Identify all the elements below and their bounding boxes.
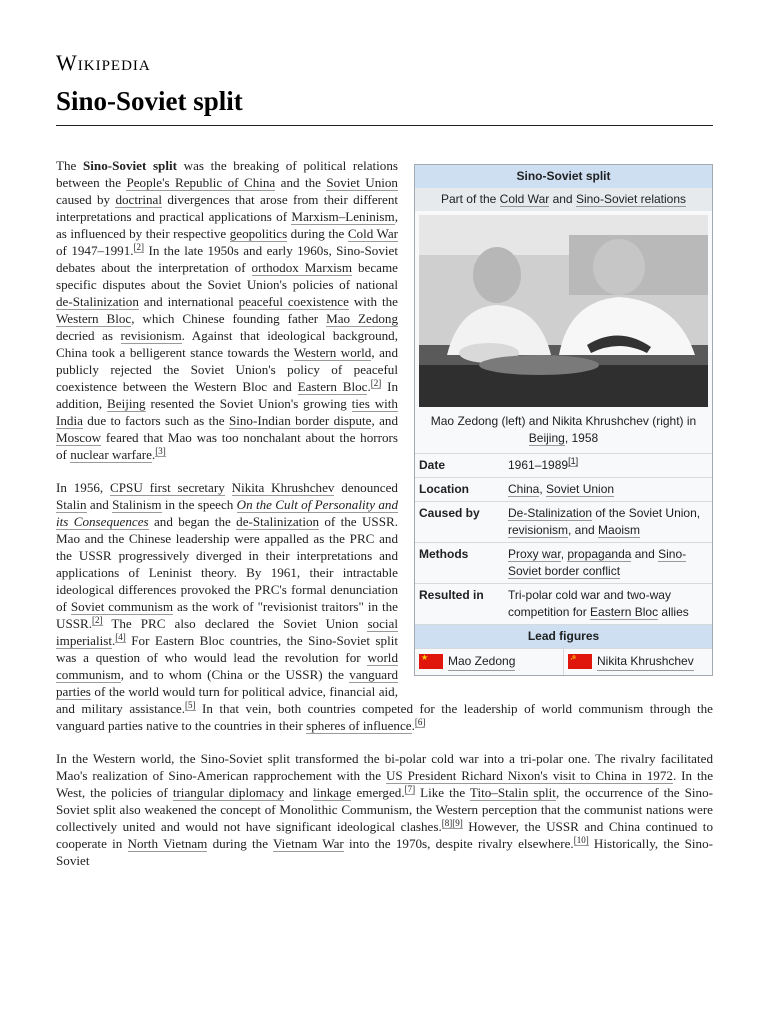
link-tito-stalin-split[interactable]: Tito–Stalin split (469, 785, 556, 800)
text: resented the Soviet Union's growing (145, 396, 352, 411)
link-maoism[interactable]: Maoism (598, 523, 641, 537)
date-value-cell (506, 457, 708, 474)
methods-value (506, 546, 708, 580)
text: became specific disputes about the Soviet Union's policies of national (56, 260, 398, 292)
text: and the (275, 175, 327, 190)
link-vanguard-parties[interactable]: vanguard parties (56, 667, 398, 699)
text: due to factors such as the (82, 413, 229, 428)
link-stalinism[interactable]: Stalinism (112, 497, 162, 512)
text: The PRC also declared the Soviet Union (102, 616, 368, 631)
text: Historically, the Sino-Soviet (56, 836, 713, 868)
ref-link[interactable]: [7] (404, 783, 416, 794)
photo-caption (415, 407, 712, 453)
text: and began the (148, 514, 237, 529)
text: In addition, (56, 379, 399, 411)
text: In that vein, both countries competed for the leadership of world communism through the vanguard parties native to the countries in their (56, 701, 713, 733)
link-beijing-caption[interactable]: Beijing (528, 431, 565, 445)
location-sep: , (539, 482, 547, 496)
link-revisionism[interactable]: revisionism (120, 328, 182, 343)
link-cold-war[interactable]: Cold War (499, 192, 550, 206)
link-cult-of-personality[interactable]: On the Cult of Personality and its Consequences (56, 497, 398, 529)
link-soviet-union[interactable]: Soviet Union (326, 175, 398, 190)
lead-figures-heading: Lead figures (415, 624, 712, 648)
text: , the occurrence of the Sino-Soviet split also weakened the concept of Monolithic Communism, the Western perception that the communist nations were collectively united and would not have significant ideological clashes. (56, 785, 713, 834)
link-linkage[interactable]: linkage (312, 785, 352, 800)
link-ties-with-india[interactable]: ties with India (56, 396, 398, 428)
resulted-label: Resulted in (419, 588, 484, 602)
text: was the breaking of political relations between the (56, 158, 398, 190)
text: as the work of "revisionist traitors" in the USSR. (56, 599, 398, 631)
text: of the world would turn for political advice, financial aid, and military assistance. (56, 684, 398, 716)
link-border-conflict[interactable]: Sino-Soviet border conflict (508, 547, 687, 578)
link-prc[interactable]: People's Republic of China (126, 175, 276, 190)
text: in the speech (161, 497, 237, 512)
link-mao-zedong-infobox[interactable]: Mao Zedong (448, 653, 515, 671)
location-label: Location (419, 482, 469, 496)
text: divergences that arose from their different interpretations and practical applications of (56, 192, 399, 224)
text: denounced (334, 480, 398, 495)
link-border-dispute[interactable]: Sino-Indian border dispute (228, 413, 372, 428)
methods-sep: , (560, 547, 568, 561)
text: . (411, 718, 415, 733)
text: during the (287, 226, 348, 241)
text: caused by (56, 192, 116, 207)
infobox (414, 164, 713, 676)
link-peaceful-coexistence[interactable]: peaceful coexistence (238, 294, 349, 309)
text: decried as (56, 328, 121, 343)
date-value: 1961–1989 (508, 458, 569, 472)
link-de-stalinization[interactable]: de-Stalinization (56, 294, 139, 309)
text: . (112, 633, 116, 648)
link-moscow[interactable]: Moscow (56, 430, 102, 445)
caused-label: Caused by (419, 506, 480, 520)
text: with the (348, 294, 398, 309)
text: . Against that ideological background, China took a belligerent stance towards the (56, 328, 398, 360)
text: , and publicly rejected the Soviet Union's policy of peaceful coexistence between the Western Bloc and (56, 345, 399, 394)
link-social-imperialist[interactable]: social imperialist (56, 616, 398, 648)
location-value (506, 481, 708, 498)
link-revisionism[interactable]: revisionism (508, 523, 569, 537)
title-divider (56, 125, 713, 126)
link-spheres-of-influence[interactable]: spheres of influence (306, 718, 412, 733)
link-mao-zedong[interactable]: Mao Zedong (326, 311, 399, 326)
infobox-subtitle (415, 188, 712, 211)
link-soviet-communism[interactable]: Soviet communism (70, 599, 174, 614)
link-eastern-bloc-infobox[interactable]: Eastern Bloc (590, 605, 659, 619)
link-cold-war[interactable]: Cold War (347, 226, 398, 241)
ref-link[interactable]: [8] (441, 817, 453, 828)
caused-value (506, 505, 708, 539)
text: feared that Mao was too nonchalant about the horrors of (56, 430, 398, 462)
ref-link[interactable]: [2] (133, 241, 145, 252)
resulted-value (506, 587, 708, 621)
link-triangular-diplomacy[interactable]: triangular diplomacy (172, 785, 284, 800)
link-de-stalinization[interactable]: de-Stalinization (236, 514, 320, 529)
link-orthodox-marxism[interactable]: orthodox Marxism (251, 260, 353, 275)
link-khrushchev-infobox[interactable]: Nikita Khrushchev (597, 653, 694, 671)
link-nikita-khrushchev[interactable]: Nikita Khrushchev (231, 480, 335, 495)
lead-figure-ussr (563, 649, 712, 675)
ref-link[interactable]: [6] (414, 716, 426, 727)
china-flag-icon: ★ (419, 654, 443, 669)
infobox-row-methods (415, 542, 712, 583)
lead-figure-china (415, 649, 563, 675)
link-propaganda[interactable]: propaganda (567, 547, 632, 561)
infobox-subtitle-prefix: Part of the (440, 192, 500, 206)
text: For Eastern Bloc countries, the Sino-Soviet split was a question of who would lead the revolution for (56, 633, 398, 665)
text: of 1947–1991. (56, 243, 134, 258)
link-nuclear-warfare[interactable]: nuclear warfare (70, 447, 152, 462)
link-sino-soviet-relations[interactable]: Sino-Soviet relations (575, 192, 687, 206)
infobox-row-resulted-in (415, 583, 712, 624)
text: . (367, 379, 371, 394)
infobox-subtitle-mid: and (549, 192, 576, 206)
ref-link[interactable]: [9] (452, 817, 463, 828)
paragraph-3 (56, 750, 713, 869)
text: However, the USSR and China continued to cooperate in (56, 819, 713, 851)
methods-label: Methods (419, 547, 469, 561)
link-stalin[interactable]: Stalin (56, 497, 87, 512)
text: during the (207, 836, 274, 851)
date-label: Date (419, 458, 446, 472)
text: emerged. (351, 785, 405, 800)
link-eastern-bloc[interactable]: Eastern Bloc (297, 379, 368, 394)
caption-year: , 1958 (564, 431, 599, 445)
text: and (86, 497, 113, 512)
ref-link[interactable]: [3] (155, 445, 166, 456)
bold-term: Sino-Soviet split (83, 158, 177, 173)
lead-figures (415, 648, 712, 675)
ref-link[interactable]: [2] (92, 614, 103, 625)
infobox-row-caused-by (415, 501, 712, 542)
link-doctrinal[interactable]: doctrinal (115, 192, 162, 207)
link-north-vietnam[interactable]: North Vietnam (127, 836, 208, 851)
article-body (56, 157, 713, 885)
link-proxy-war[interactable]: Proxy war (508, 547, 561, 561)
methods-and: and (631, 547, 659, 561)
text: , as influenced by their respective (56, 209, 398, 241)
text: In the Western world, the Sino-Soviet split transformed the bi-polar cold war into a tri-polar one. The rivalry facilitated Mao's realization of Sino-American rapprochement with the (56, 751, 713, 783)
text: The (56, 158, 84, 173)
ref-1[interactable]: [1] (568, 456, 579, 466)
link-western-world[interactable]: Western world (293, 345, 372, 360)
infobox-title: Sino-Soviet split (415, 165, 712, 188)
link-vietnam-war[interactable]: Vietnam War (273, 836, 344, 851)
link-nixon-visit[interactable]: US President Richard Nixon's visit to China in 1972 (385, 768, 673, 783)
text (225, 480, 232, 495)
link-geopolitics[interactable]: geopolitics (229, 226, 288, 241)
resulted-tail: allies (658, 605, 689, 619)
text: of the USSR. Mao and the Chinese leadership were appalled as the PRC and the USSR progressively diverged in their interpretations and applications of Leninist theory. By 1961, their intractable ideological differences provoked the PRC's formal denunciation of (56, 514, 398, 614)
text: In the late 1950s and early 1960s, Sino-Soviet debates about the interpretation of (56, 243, 398, 275)
text: , which Chinese founding father (131, 311, 327, 326)
ref-link[interactable]: [5] (185, 699, 196, 710)
link-cpsu-first-secretary[interactable]: CPSU first secretary (110, 480, 225, 495)
caused-text-1: of the Soviet Union, (592, 506, 701, 520)
link-world-communism[interactable]: world communism (56, 650, 398, 682)
text: and international (138, 294, 239, 309)
link-de-stalinization[interactable]: De-Stalinization (508, 506, 593, 520)
wikipedia-logo[interactable]: Wikipedia (56, 50, 151, 75)
caused-text-2: , and (568, 523, 599, 537)
text: and (284, 785, 313, 800)
text: In 1956, (56, 480, 111, 495)
ussr-flag-icon: ☭ (568, 654, 592, 669)
text: , and (371, 413, 398, 428)
infobox-photo[interactable] (419, 215, 708, 407)
ref-link[interactable]: [4] (115, 631, 126, 642)
ref-link[interactable]: [2] (370, 377, 382, 388)
resulted-text: Tri-polar cold war and two-way competition for (508, 588, 671, 619)
photo-illustration (419, 215, 708, 407)
caption-text: Mao Zedong (left) and Nikita Khrushchev (right) in (430, 414, 697, 428)
text: into the 1970s, despite rivalry elsewhere. (343, 836, 574, 851)
infobox-row-location (415, 477, 712, 501)
page-title: Sino-Soviet split (56, 86, 243, 116)
link-western-bloc[interactable]: Western Bloc (56, 311, 132, 326)
ref-link[interactable]: [10] (573, 834, 589, 845)
text: . In the West, the policies of (56, 768, 714, 800)
infobox-row-date (415, 453, 712, 477)
link-beijing[interactable]: Beijing (107, 396, 146, 411)
link-china[interactable]: China (508, 482, 540, 496)
link-soviet-union[interactable]: Soviet Union (546, 482, 615, 496)
link-marxism-leninism[interactable]: Marxism–Leninism (291, 209, 395, 224)
text: , and to whom (China or the USSR) the (120, 667, 350, 682)
text: Like the (415, 785, 470, 800)
text: . (151, 447, 156, 462)
